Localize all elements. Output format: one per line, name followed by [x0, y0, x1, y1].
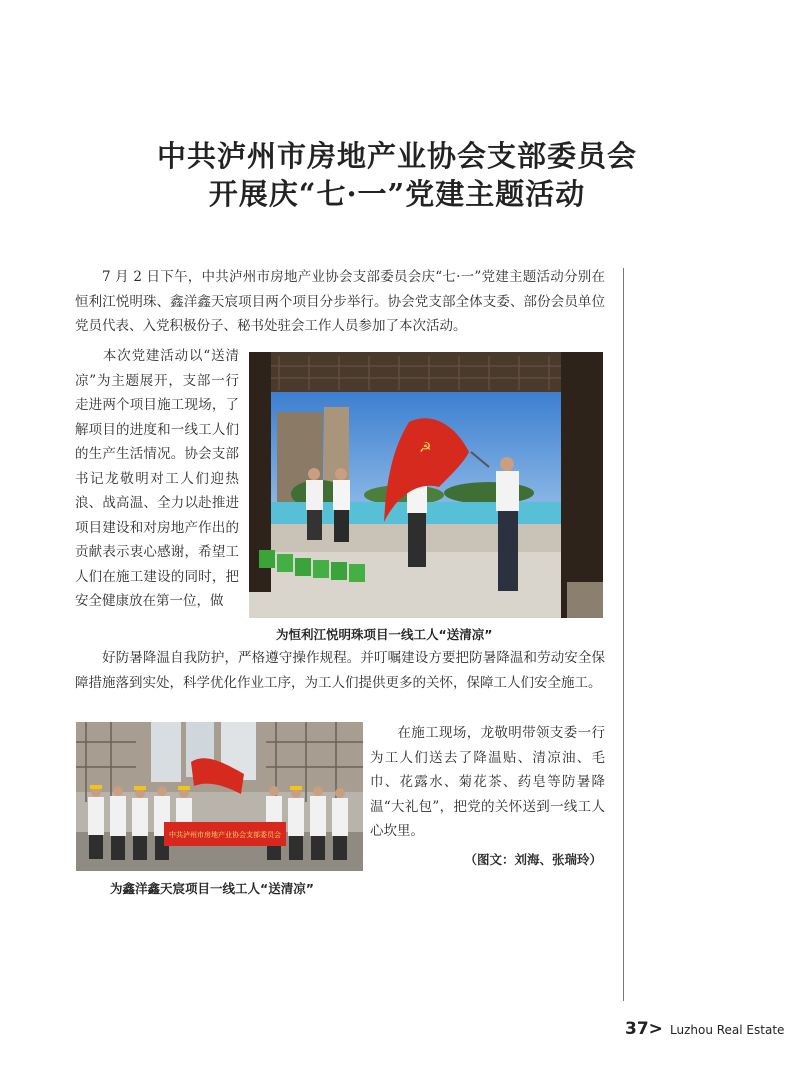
magazine-name: Luzhou Real Estate: [670, 1023, 785, 1037]
page-footer: [625, 1019, 784, 1039]
photo-xinyang-project: [76, 722, 363, 871]
paragraph-activity: 本次党建活动以“送清凉”为主题展开，支部一行走进两个项目施工现场，了解项目的进度和一线工人们的生产生活情况。协会支部书记龙敬明对工人们迎热浪、战高温、全力以赴推进项目建设和对房地产作出的贡献表示衷心感谢，希望工人们在施工建设的同时，把安全健康放在第一位，做: [75, 348, 239, 609]
article-title-line1: 中共泸州市房地产业协会支部委员会: [156, 139, 637, 173]
photo-credit: （图文：刘海、张瑞玲）: [464, 852, 602, 867]
vertical-rule: [623, 268, 624, 1001]
paragraph-site: 在施工现场，龙敬明带领支委一行为工人们送去了降温贴、清凉油、毛巾、花露水、菊花茶、药皂等防暑降温“大礼包”，把党的关怀送到一线工人心坎里。: [370, 725, 605, 839]
page-number: 37>: [625, 1019, 663, 1039]
svg-text:☭: ☭: [419, 440, 432, 456]
article-title-line2: 开展庆“七·一”党建主题活动: [208, 177, 586, 211]
photo-hengli-project: [249, 352, 603, 618]
photo2-caption: 为鑫洋鑫天宸项目一线工人“送清凉”: [110, 881, 314, 896]
paragraph-intro: 7 月 2 日下午，中共泸州市房地产业协会支部委员会庆“七·一”党建主题活动分别在恒利江悦明珠、鑫洋鑫天宸项目两个项目分步举行。协会党支部全体支委、部份会员单位党员代表、入党积极份子、秘书处驻会工作人员参加了本次活动。: [75, 269, 605, 334]
photo2-banner-text: 中共泸州市房地产业协会支部委员会: [169, 831, 281, 839]
paragraph-activity-continued: 好防暑降温自我防护，严格遵守操作规程。并叮嘱建设方要把防暑降温和劳动安全保障措施落到实处，科学优化作业工序，为工人们提供更多的关怀，保障工人们安全施工。: [75, 650, 605, 691]
photo1-caption: 为恒利江悦明珠项目一线工人“送清凉”: [276, 627, 493, 642]
